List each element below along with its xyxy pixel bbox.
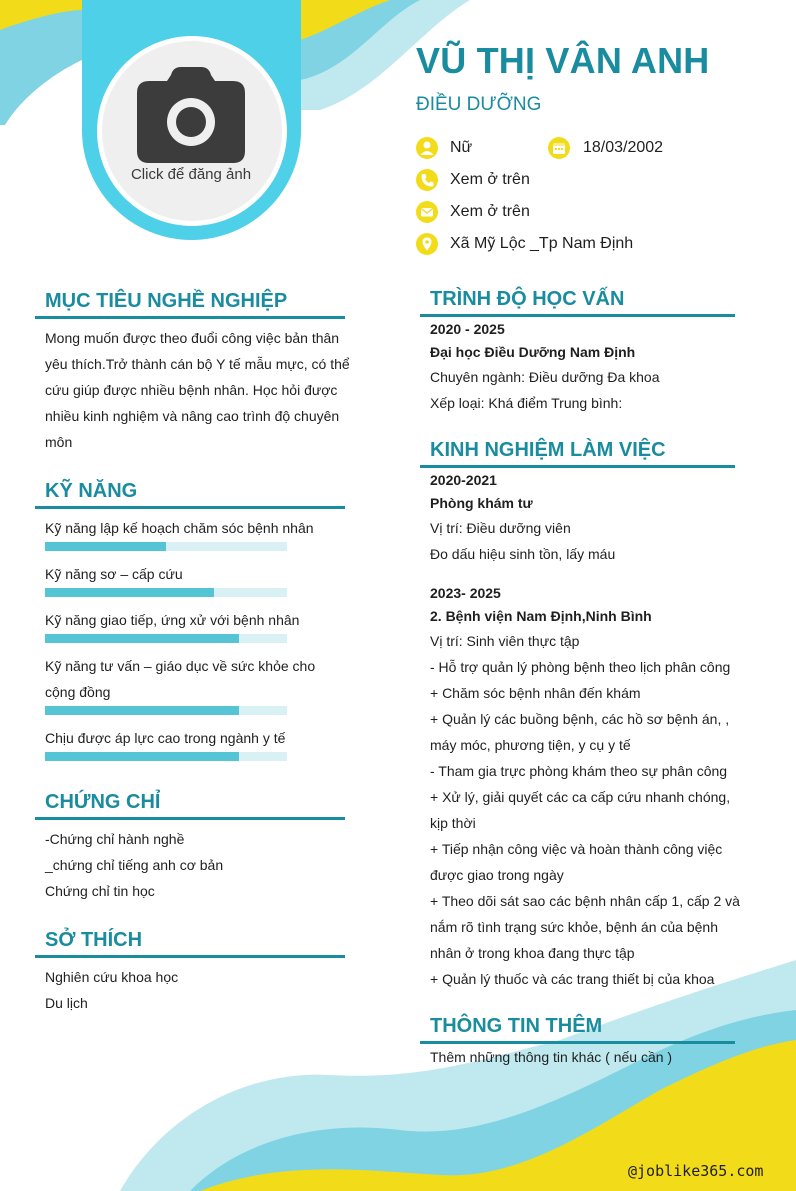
job-period: 2023- 2025 [430,585,501,601]
job-line: + Quản lý thuốc và các trang thiết bị của khoa [430,971,715,987]
job-line: kịp thời [430,815,476,831]
job-line: + Chăm sóc bệnh nhân đến khám [430,685,641,701]
hobby-item: Nghiên cứu khoa học [45,969,179,985]
email-value: Xem ở trên [450,203,530,220]
phone-value: Xem ở trên [450,171,530,188]
extra-text: Thêm những thông tin khác ( nếu cần ) [430,1049,673,1065]
skill-label: Kỹ năng giao tiếp, ứng xử với bệnh nhân [45,612,300,628]
job-period: 2020-2021 [430,472,497,488]
skill-bar-track [45,542,287,551]
job-line: + Tiếp nhận công việc và hoàn thành công việc [430,841,723,857]
job-line: - Tham gia trực phòng khám theo sự phân công [430,763,728,779]
email-icon [416,201,438,223]
job-line: + Xử lý, giải quyết các ca cấp cứu nhanh chóng, [430,789,731,805]
job-line: Vị trí: Sinh viên thực tập [430,633,580,649]
job-company: 2. Bệnh viện Nam Định,Ninh Bình [430,608,652,624]
skill-bar-track [45,588,287,597]
job-line: máy móc, phương tiện, y cụ y tế [430,737,631,753]
skill-bar-fill [45,542,166,551]
certificate-item: -Chứng chỉ hành nghề [45,831,185,847]
job-line: - Hỗ trợ quản lý phòng bệnh theo lịch phân công [430,659,731,675]
birthdate-value: 18/03/2002 [583,139,664,156]
job-line: nhân ở trong khoa đang thực tập [430,945,635,961]
certificates-heading: CHỨNG CHỈ [45,791,161,813]
job-line: Vị trí: Điều dưỡng viên [430,520,571,536]
hobbies-divider [35,955,345,958]
watermark: @joblike365.com [628,1162,764,1180]
education-major: Chuyên ngành: Điều dưỡng Đa khoa [430,369,660,385]
skill-bar-track [45,752,287,761]
objective-line: yêu thích.Trở thành cán bộ Y tế mẫu mực, có thể [45,356,350,372]
photo-caption[interactable]: Click để đăng ảnh [130,166,252,183]
skill-label: Kỹ năng sơ – cấp cứu [45,566,183,582]
phone-icon [416,169,438,191]
gender-icon [416,137,438,159]
hobby-item: Du lịch [45,995,88,1011]
skill-bar-fill [45,588,214,597]
hobbies-heading: SỞ THÍCH [45,929,143,951]
skill-bar-track [45,634,287,643]
skill-bar-fill [45,706,239,715]
education-school: Đại học Điều Dưỡng Nam Định [430,344,636,360]
skill-label: cộng đồng [45,684,111,700]
education-heading: TRÌNH ĐỘ HỌC VẤN [430,288,625,310]
job-line: được giao trong ngày [430,867,564,883]
camera-icon[interactable] [137,67,245,163]
certificates-divider [35,817,345,820]
certificate-item: Chứng chỉ tin học [45,883,155,899]
education-grade: Xếp loại: Khá điểm Trung bình: [430,395,623,411]
certificate-item: _chứng chỉ tiếng anh cơ bản [45,857,224,873]
objective-line: Mong muốn được theo đuổi công việc bản thân [45,330,340,346]
objective-line: nhiều kinh nghiệm và nâng cao trình độ chuyên [45,408,340,424]
extra-heading: THÔNG TIN THÊM [430,1015,603,1037]
skill-label: Kỹ năng tư vấn – giáo dục về sức khỏe cho [45,658,316,674]
job-line: + Quản lý các buồng bệnh, các hồ sơ bệnh án, , [430,711,730,727]
job-company: Phòng khám tư [430,495,533,511]
skill-bar-fill [45,752,239,761]
address-value: Xã Mỹ Lộc _Tp Nam Định [450,235,634,252]
calendar-icon [548,137,570,159]
job-line: + Theo dõi sát sao các bệnh nhân cấp 1, cấp 2 và [430,893,740,909]
job-line: Đo dấu hiệu sinh tồn, lấy máu [430,546,616,562]
objective-line: cứu giúp được nhiều bệnh nhân. Học hỏi được [45,382,338,398]
skill-label: Kỹ năng lập kế hoạch chăm sóc bệnh nhân [45,520,314,536]
education-period: 2020 - 2025 [430,321,505,337]
skill-bar-track [45,706,287,715]
skill-label: Chịu được áp lực cao trong ngành y tế [45,730,286,746]
experience-heading: KINH NGHIỆM LÀM VIỆC [430,439,666,461]
objective-divider [35,316,345,319]
skills-divider [35,506,345,509]
skill-bar-fill [45,634,239,643]
job-title: ĐIỀU DƯỠNG [416,94,542,115]
objective-line: môn [45,434,73,450]
gender-value: Nữ [450,139,473,156]
job-line: nắm rõ tình trạng sức khỏe, bệnh án của bệnh [430,919,719,935]
skills-heading: KỸ NĂNG [45,480,138,502]
objective-heading: MỤC TIÊU NGHỀ NGHIỆP [45,290,288,312]
full-name: VŨ THỊ VÂN ANH [416,40,710,81]
location-icon [416,233,438,255]
